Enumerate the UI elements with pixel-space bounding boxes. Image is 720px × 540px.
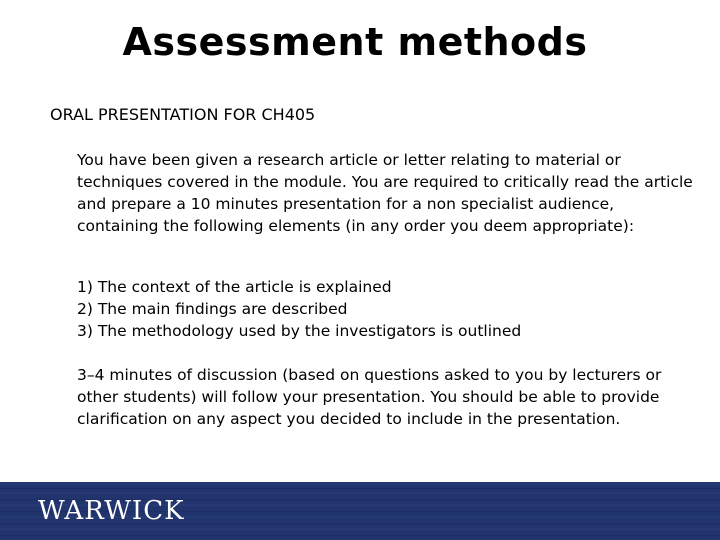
intro-paragraph: You have been given a research article or letter relating to material or techniques covered in the module. You are required to critically read the article and prepare a 10 minutes presentation for a non specialist audience, containing the following elements (in any order you deem appropriate): (77, 151, 693, 235)
footer-bar (0, 482, 720, 540)
discussion-paragraph: 3–4 minutes of discussion (based on questions asked to you by lecturers or other students) will follow your presentation. You should be able to provide clarification on any aspect you decided to include in the presentation. (77, 366, 662, 428)
list-item: 1) The context of the article is explained (77, 278, 392, 296)
slide-title: Assessment methods (122, 20, 588, 64)
list-item: 2) The main findings are described (77, 300, 348, 318)
slide-subheading: ORAL PRESENTATION FOR CH405 (50, 105, 316, 124)
elements-list (77, 276, 697, 342)
list-item: 3) The methodology used by the investigators is outlined (77, 322, 522, 340)
warwick-logo: WARWICK (38, 496, 185, 526)
